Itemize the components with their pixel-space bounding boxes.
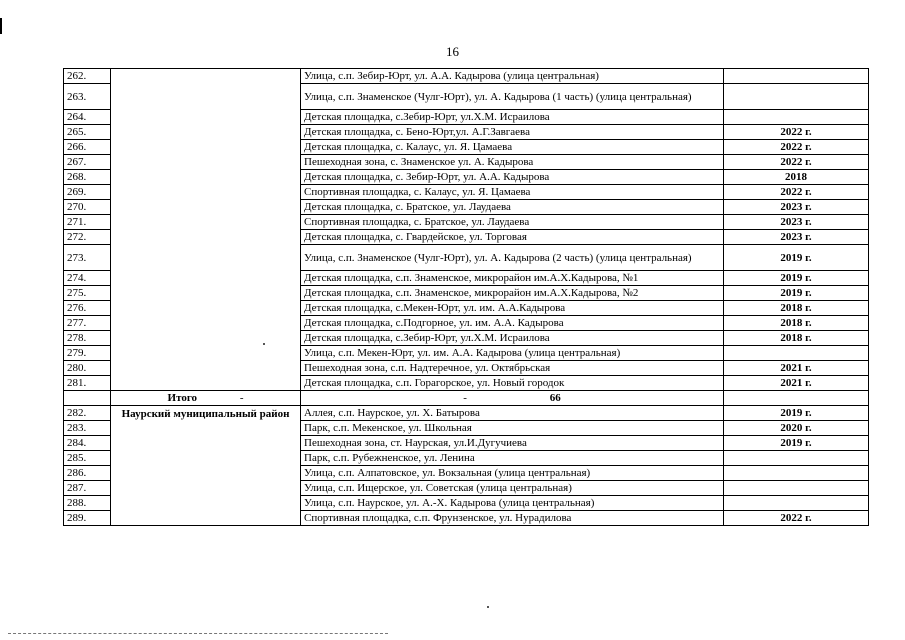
row-number: 263. — [64, 84, 111, 110]
object-year — [724, 346, 869, 361]
total-year-cell — [724, 391, 869, 406]
object-year — [724, 481, 869, 496]
object-name: Детская площадка, с.Зебир-Юрт, ул.Х.М. Исраилова — [301, 331, 724, 346]
object-year — [724, 496, 869, 511]
row-number: 265. — [64, 125, 111, 140]
row-number: 284. — [64, 436, 111, 451]
row-number: 280. — [64, 361, 111, 376]
row-number: 267. — [64, 155, 111, 170]
object-year: 2019 г. — [724, 245, 869, 271]
object-year: 2021 г. — [724, 376, 869, 391]
row-number: 274. — [64, 271, 111, 286]
row-number: 276. — [64, 301, 111, 316]
district-cell — [111, 69, 301, 391]
table-row — [64, 406, 869, 421]
total-label-dash: - — [239, 392, 244, 404]
object-year: 2020 г. — [724, 421, 869, 436]
object-year — [724, 110, 869, 125]
object-year: 2018 г. — [724, 331, 869, 346]
row-number: 262. — [64, 69, 111, 84]
scan-noise-dot — [263, 343, 265, 345]
row-number: 282. — [64, 406, 111, 421]
row-number: 277. — [64, 316, 111, 331]
object-year — [724, 69, 869, 84]
row-number: 285. — [64, 451, 111, 466]
page-number: 16 — [446, 44, 459, 59]
object-year: 2019 г. — [724, 286, 869, 301]
object-year: 2022 г. — [724, 511, 869, 526]
objects-table — [63, 68, 869, 526]
object-name: Улица, с.п. Наурское, ул. А.-Х. Кадырова (улица центральная) — [301, 496, 724, 511]
object-name: Детская площадка, с.Зебир-Юрт, ул.Х.М. Исраилова — [301, 110, 724, 125]
scan-noise-line — [8, 633, 388, 635]
object-name: Детская площадка, с. Гвардейское, ул. Торговая — [301, 230, 724, 245]
total-value: 66 — [549, 392, 561, 404]
object-year: 2018 г. — [724, 301, 869, 316]
object-name: Спортивная площадка, с.п. Фрунзенское, ул. Нурадилова — [301, 511, 724, 526]
total-value-cell — [301, 391, 724, 406]
object-year: 2023 г. — [724, 200, 869, 215]
object-year: 2019 г. — [724, 271, 869, 286]
row-number: 286. — [64, 466, 111, 481]
row-number: 288. — [64, 496, 111, 511]
object-name: Парк, с.п. Мекенское, ул. Школьная — [301, 421, 724, 436]
object-name: Пешеходная зона, ст. Наурская, ул.И.Дугучиева — [301, 436, 724, 451]
object-year: 2019 г. — [724, 436, 869, 451]
object-name: Детская площадка, с. Калаус, ул. Я. Цамаева — [301, 140, 724, 155]
district-name: Наурский муниципальный район — [111, 406, 301, 526]
row-number: 269. — [64, 185, 111, 200]
total-row — [64, 391, 869, 406]
row-number: 270. — [64, 200, 111, 215]
object-name: Детская площадка, с.п. Знаменское, микрорайон им.А.Х.Кадырова, №1 — [301, 271, 724, 286]
object-name: Детская площадка, с.п. Знаменское, микрорайон им.А.Х.Кадырова, №2 — [301, 286, 724, 301]
row-number: 271. — [64, 215, 111, 230]
object-year: 2022 г. — [724, 155, 869, 170]
scan-noise-dot — [487, 606, 489, 608]
table-row — [64, 69, 869, 84]
row-number: 279. — [64, 346, 111, 361]
object-name: Детская площадка, с. Зебир-Юрт, ул. А.А. Кадырова — [301, 170, 724, 185]
total-value-dash: - — [463, 392, 467, 404]
total-label-cell — [111, 391, 301, 406]
object-year: 2018 — [724, 170, 869, 185]
row-number: 272. — [64, 230, 111, 245]
object-year — [724, 466, 869, 481]
object-name: Улица, с.п. Знаменское (Чулг-Юрт), ул. А. Кадырова (2 часть) (улица центральная) — [301, 245, 724, 271]
object-name: Пешеходная зона, с. Знаменское ул. А. Кадырова — [301, 155, 724, 170]
object-year — [724, 451, 869, 466]
object-name: Улица, с.п. Знаменское (Чулг-Юрт), ул. А. Кадырова (1 часть) (улица центральная) — [301, 84, 724, 110]
object-name: Детская площадка, с.Мекен-Юрт, ул. им. А.А.Кадырова — [301, 301, 724, 316]
row-number: 281. — [64, 376, 111, 391]
object-name: Улица, с.п. Алпатовское, ул. Вокзальная (улица центральная) — [301, 466, 724, 481]
object-name: Спортивная площадка, с. Калаус, ул. Я. Цамаева — [301, 185, 724, 200]
object-name: Детская площадка, с.п. Горагорское, ул. Новый городок — [301, 376, 724, 391]
object-year: 2022 г. — [724, 125, 869, 140]
object-name: Аллея, с.п. Наурское, ул. Х. Батырова — [301, 406, 724, 421]
object-year — [724, 84, 869, 110]
object-year: 2023 г. — [724, 230, 869, 245]
object-name: Улица, с.п. Зебир-Юрт, ул. А.А. Кадырова (улица центральная) — [301, 69, 724, 84]
object-year: 2019 г. — [724, 406, 869, 421]
total-section — [64, 391, 869, 406]
row-number: 278. — [64, 331, 111, 346]
total-label: Итого — [167, 392, 198, 404]
row-number: 273. — [64, 245, 111, 271]
object-name: Детская площадка, с.Подгорное, ул. им. А.А. Кадырова — [301, 316, 724, 331]
row-number: 289. — [64, 511, 111, 526]
row-number: 283. — [64, 421, 111, 436]
object-year: 2018 г. — [724, 316, 869, 331]
object-name: Улица, с.п. Мекен-Юрт, ул. им. А.А. Кадырова (улица центральная) — [301, 346, 724, 361]
scan-edge-mark — [0, 18, 2, 34]
total-num-cell — [64, 391, 111, 406]
object-name: Спортивная площадка, с. Братское, ул. Лаудаева — [301, 215, 724, 230]
row-number: 287. — [64, 481, 111, 496]
object-name: Детская площадка, с. Бено-Юрт,ул. А.Г.Завгаева — [301, 125, 724, 140]
table-body-lower — [64, 406, 869, 526]
object-year: 2023 г. — [724, 215, 869, 230]
object-year: 2021 г. — [724, 361, 869, 376]
object-name: Улица, с.п. Ищерское, ул. Советская (улица центральная) — [301, 481, 724, 496]
object-year: 2022 г. — [724, 140, 869, 155]
object-name: Детская площадка, с. Братское, ул. Лаудаева — [301, 200, 724, 215]
object-year: 2022 г. — [724, 185, 869, 200]
row-number: 264. — [64, 110, 111, 125]
row-number: 268. — [64, 170, 111, 185]
row-number: 275. — [64, 286, 111, 301]
object-name: Пешеходная зона, с.п. Надтеречное, ул. Октябрьская — [301, 361, 724, 376]
row-number: 266. — [64, 140, 111, 155]
table-body-upper — [64, 69, 869, 391]
object-name: Парк, с.п. Рубежненское, ул. Ленина — [301, 451, 724, 466]
